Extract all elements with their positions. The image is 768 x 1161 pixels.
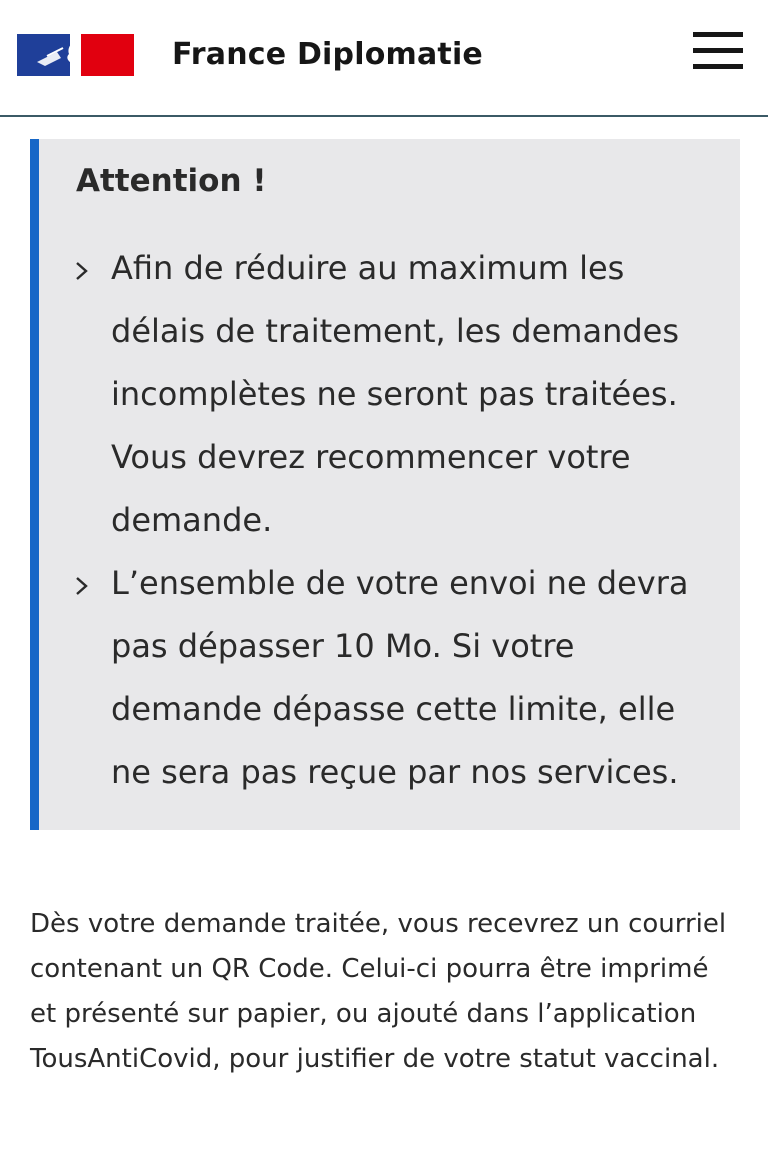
callout-title: Attention ! bbox=[76, 163, 267, 199]
hamburger-menu-icon[interactable] bbox=[688, 30, 748, 76]
attention-callout bbox=[30, 139, 740, 830]
list-item bbox=[39, 552, 740, 804]
chevron-right-icon bbox=[74, 261, 90, 281]
callout-list bbox=[39, 237, 740, 804]
chevron-right-icon bbox=[74, 576, 90, 596]
marianne-logo-icon[interactable] bbox=[17, 34, 134, 76]
list-item-text: Afin de réduire au maximum les délais de traitement, les demandes incomplètes ne seront pas traitées. Vous devrez recommencer votre demande. bbox=[111, 249, 680, 539]
site-header bbox=[0, 0, 768, 117]
site-title[interactable]: France Diplomatie bbox=[172, 37, 483, 72]
list-item-text: L’ensemble de votre envoi ne devra pas dépasser 10 Mo. Si votre demande dépasse cette limite, elle ne sera pas reçue par nos services. bbox=[111, 564, 689, 791]
list-item bbox=[39, 237, 740, 552]
body-paragraph: Dès votre demande traitée, vous recevrez un courriel contenant un QR Code. Celui-ci pourra être imprimé et présenté sur papier, ou ajouté dans l’application TousAntiCovid, pour justifier de votre statut vaccinal. bbox=[30, 909, 727, 1074]
